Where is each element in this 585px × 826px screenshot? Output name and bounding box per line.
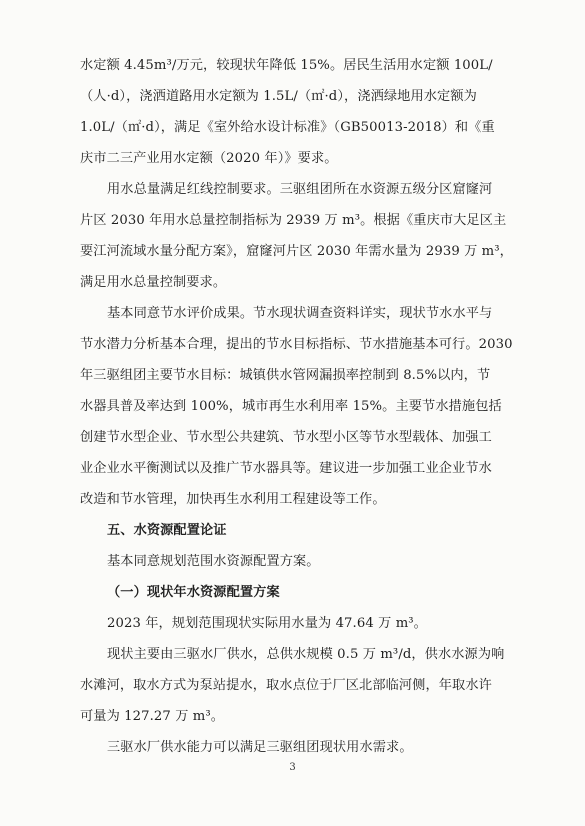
text-line: 水定额 4.45m³/万元，较现状年降低 15%。居民生活用水定额 100L/	[80, 58, 493, 73]
text-line: 庆市二三产业用水定额（2020 年）》要求。	[80, 151, 338, 166]
section-heading: 五、水资源配置论证	[107, 523, 227, 538]
text-line: 2023 年，规划范围现状实际用水量为 47.64 万 m³。	[107, 616, 427, 631]
page-number: 3	[289, 762, 296, 773]
text-line: 1.0L/（㎡·d），满足《室外给水设计标准》（GB50013-2018）和《重	[80, 120, 495, 135]
text-line: （人·d），浇洒道路用水定额为 1.5L/（㎡·d），浇洒绿地用水定额为	[80, 89, 477, 104]
subsection-heading: （一）现状年水资源配置方案	[107, 585, 280, 600]
text-line: 三驱水厂供水能力可以满足三驱组团现状用水需求。	[107, 740, 413, 755]
text-line: 水器具普及率达到 100%，城市再生水利用率 15%。主要节水措施包括	[80, 399, 502, 414]
text-line: 水滩河，取水方式为泵站提水，取水点位于厂区北部临河侧，年取水许	[80, 678, 492, 693]
text-line: 现状主要由三驱水厂供水，总供水规模 0.5 万 m³/d，供水水源为响	[107, 647, 505, 662]
text-line: 改造和节水管理，加快再生水利用工程建设等工作。	[80, 492, 386, 507]
text-line: 用水总量满足红线控制要求。三驱组团所在水资源五级分区窟窿河	[107, 182, 493, 197]
text-line: 基本同意节水评价成果。节水现状调查资料详实，现状节水水平与	[107, 306, 493, 321]
text-line: 创建节水型企业、节水型公共建筑、节水型小区等节水型载体、加强工	[80, 430, 492, 445]
text-line: 年三驱组团主要节水目标：城镇供水管网漏损率控制到 8.5%以内，节	[80, 368, 491, 383]
text-line: 满足用水总量控制要求。	[80, 275, 227, 290]
text-line: 可量为 127.27 万 m³。	[80, 709, 225, 724]
text-line: 业企业水平衡测试以及推广节水器具等。建议进一步加强工业企业节水	[80, 461, 492, 476]
text-line: 基本同意规划范围水资源配置方案。	[107, 554, 320, 569]
text-line: 片区 2030 年用水总量控制指标为 2939 万 m³。根据《重庆市大足区主	[80, 213, 507, 228]
text-line: 节水潜力分析基本合理，提出的节水目标指标、节水措施基本可行。2030	[80, 337, 513, 352]
text-line: 要江河流域水量分配方案》，窟窿河片区 2030 年需水量为 2939 万 m³，	[80, 244, 513, 259]
